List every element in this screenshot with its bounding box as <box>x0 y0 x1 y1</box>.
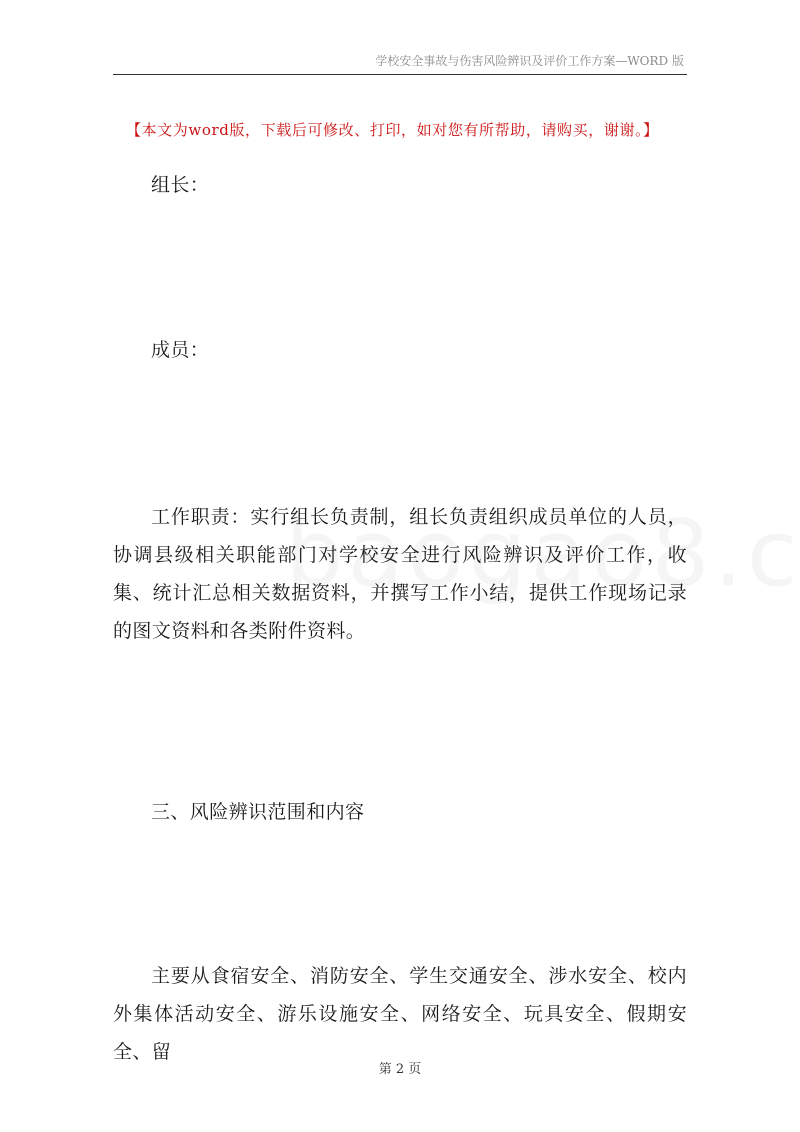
leader-label: 组长： <box>151 174 210 196</box>
members-label: 成员： <box>151 339 210 361</box>
page-number: 第 2 页 <box>378 1062 422 1077</box>
duties-paragraph: 工作职责：实行组长负责制，组长负责组织成员单位的人员，协调县级相关职能部门对学校安全进行风险辨识及评价工作，收集、统计汇总相关数据资料，并撰写工作小结，提供工作现场记录的图文资料和各类附件资料。 <box>113 506 687 642</box>
header-title: 学校安全事故与伤害风险辨识及评价工作方案—WORD 版 <box>375 54 684 68</box>
download-notice: 【本文为word版，下载后可修改、打印，如对您有所帮助，请购买，谢谢。】 <box>126 121 659 139</box>
header-divider <box>113 74 687 75</box>
section3-heading: 三、风险辨识范围和内容 <box>151 801 365 823</box>
section3-paragraph: 主要从食宿安全、消防安全、学生交通安全、涉水安全、校内外集体活动安全、游乐设施安全、网络安全、玩具安全、假期安全、留 <box>113 965 687 1063</box>
